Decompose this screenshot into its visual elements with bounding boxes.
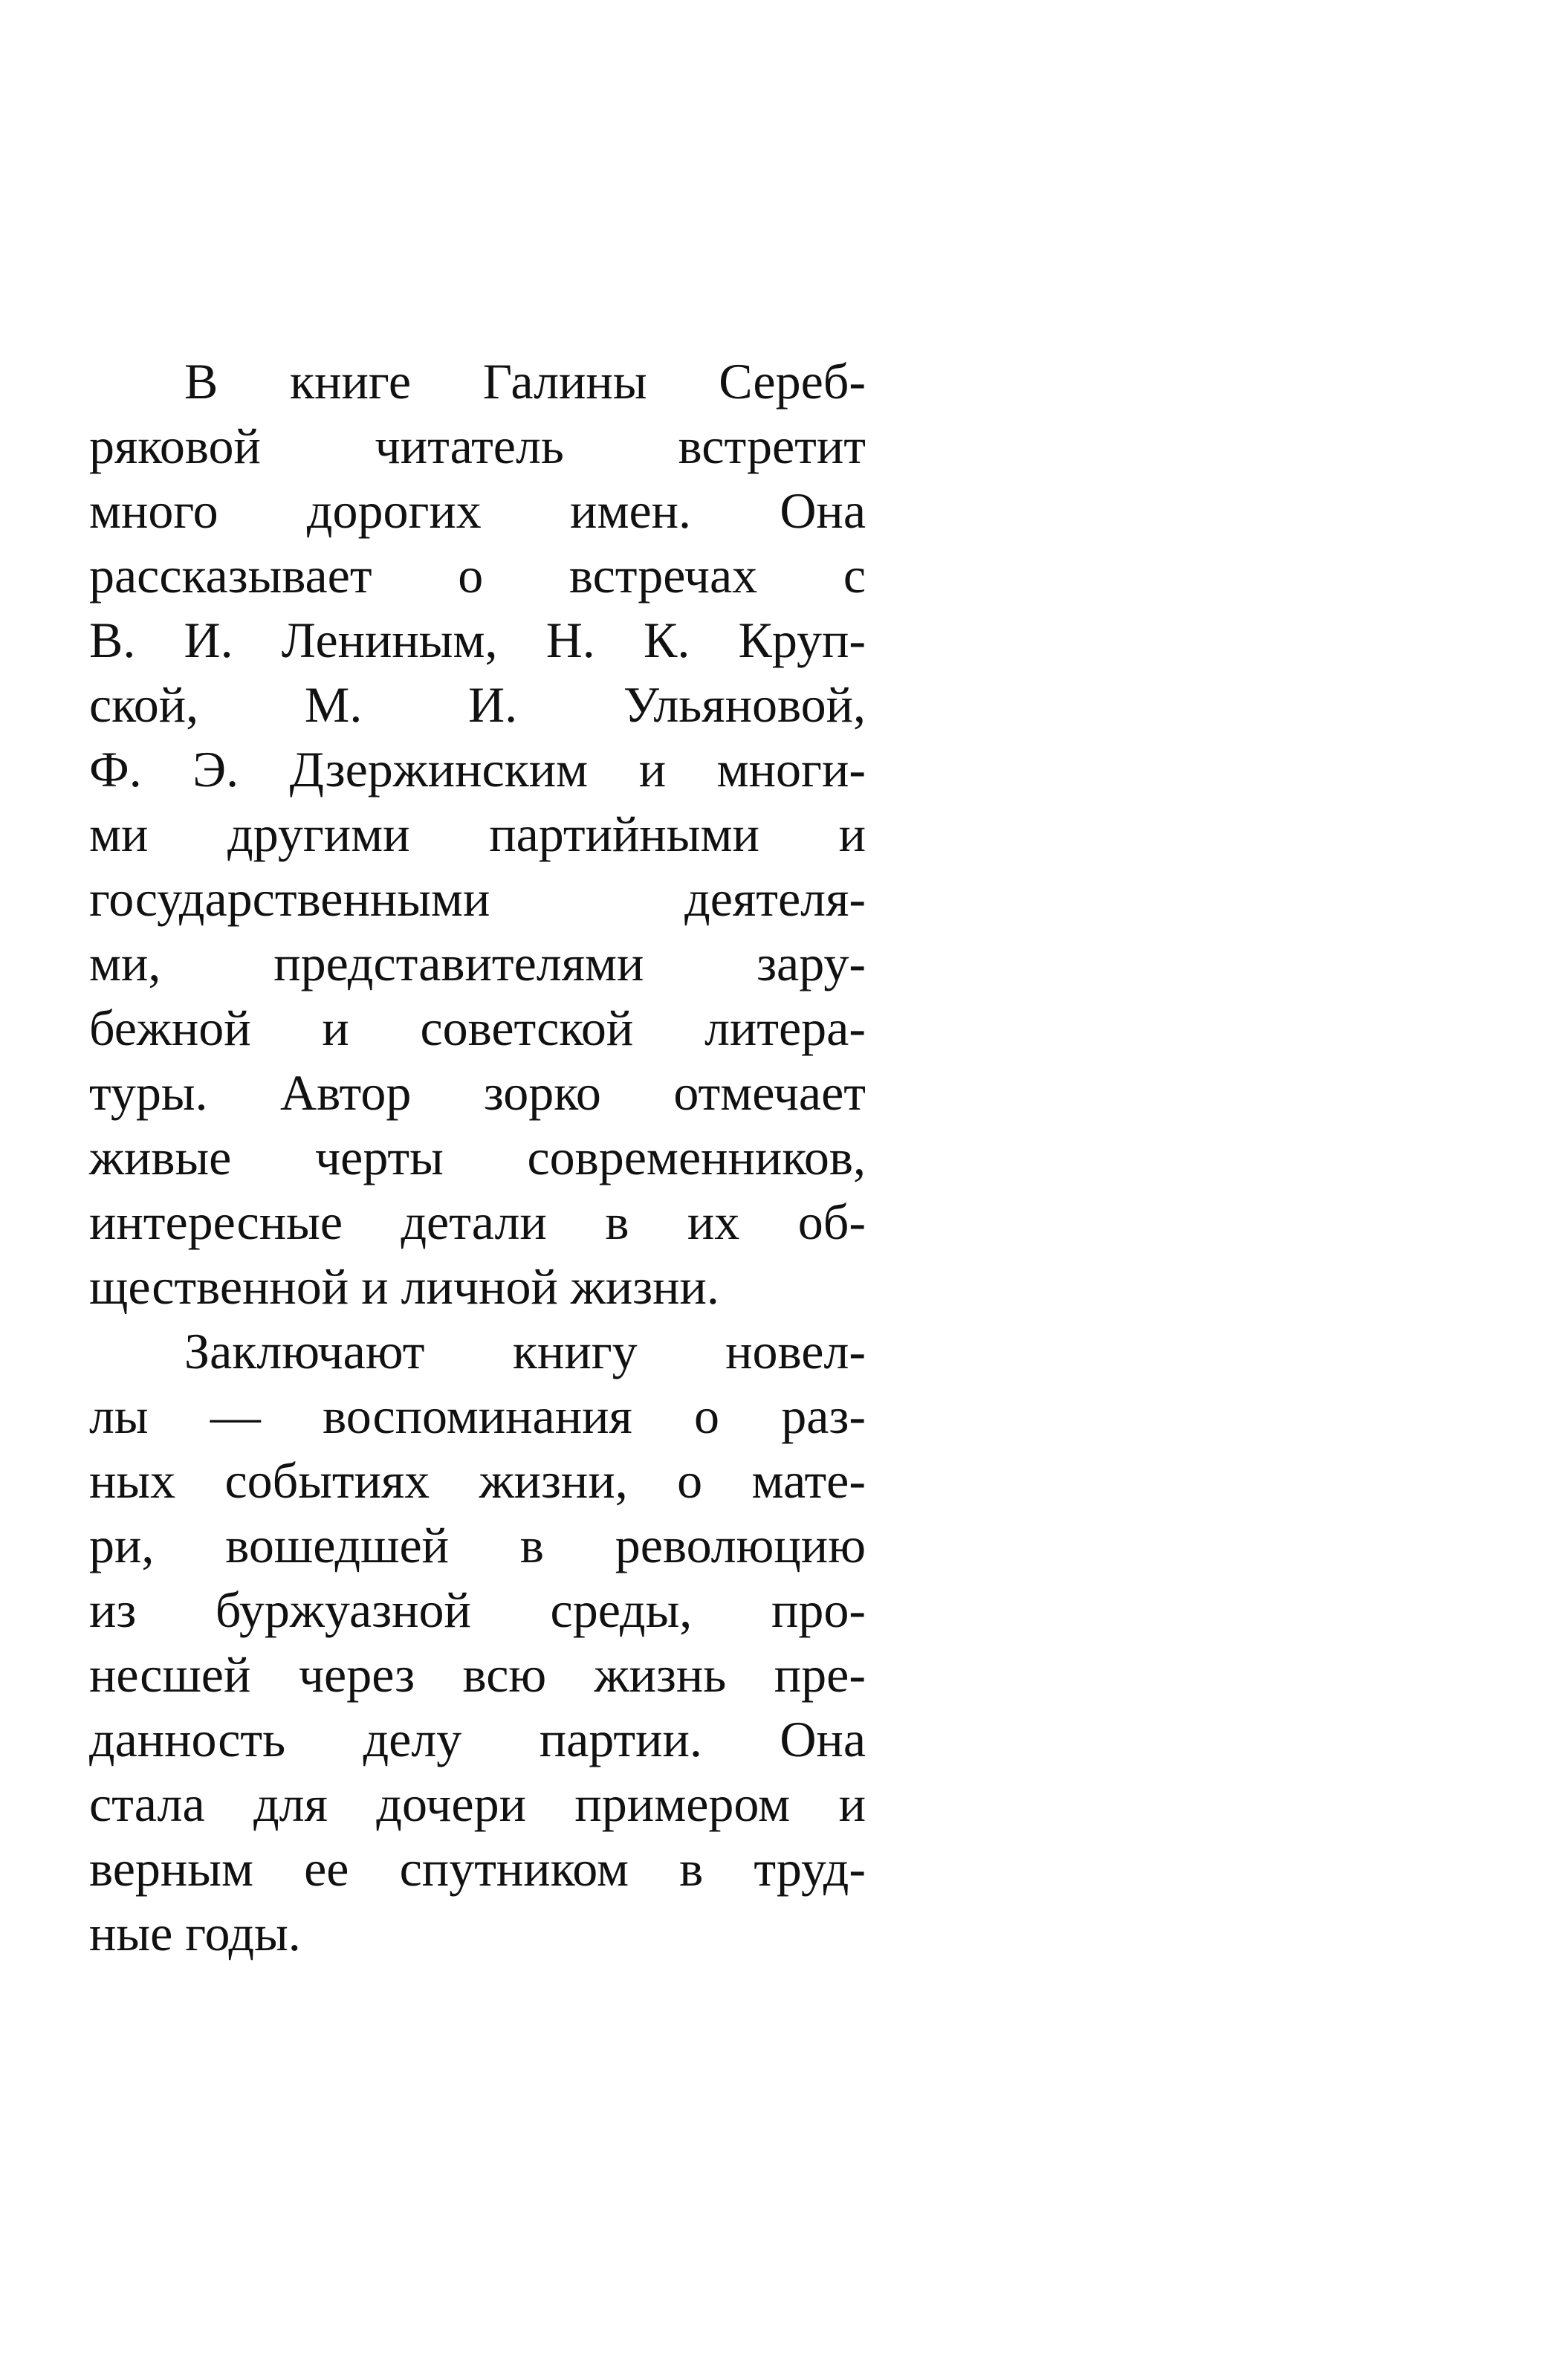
- text-line: ряковой читатель встретит: [89, 418, 866, 474]
- text-line: ри, вошедшей в революцию: [89, 1517, 866, 1573]
- text-line: государственными деятеля-: [89, 870, 866, 927]
- text-line: ных событиях жизни, о мате-: [89, 1452, 866, 1509]
- text-line: верным ее спутником в труд-: [89, 1840, 866, 1897]
- text-line: ми другими партийными и: [89, 806, 866, 862]
- text-line: рассказывает о встречах с: [89, 547, 866, 603]
- text-line: В. И. Лениным, Н. К. Круп-: [89, 612, 866, 668]
- text-line: из буржуазной среды, про-: [89, 1582, 866, 1638]
- text-line: ской, М. И. Ульяновой,: [89, 676, 866, 733]
- paragraph-2: [89, 1319, 866, 1966]
- paragraph-1: [89, 349, 866, 1319]
- text-line: много дорогих имен. Она: [89, 482, 866, 539]
- text-line: щественной и личной жизни.: [89, 1258, 719, 1315]
- text-line: ми, представителями зару-: [89, 935, 866, 991]
- text-line: лы — воспоминания о раз-: [89, 1388, 866, 1444]
- text-line: живые черты современников,: [89, 1129, 866, 1185]
- text-line: бежной и советской литера-: [89, 1000, 866, 1056]
- text-line: данность делу партии. Она: [89, 1711, 866, 1767]
- text-line: Заключают книгу новел-: [184, 1323, 866, 1379]
- text-line: несшей через всю жизнь пре-: [89, 1646, 866, 1703]
- text-line: туры. Автор зорко отмечает: [89, 1064, 866, 1121]
- text-line: В книге Галины Сереб-: [184, 353, 866, 410]
- text-line: Ф. Э. Дзержинским и многи-: [89, 741, 866, 797]
- annotation-text: [89, 349, 866, 1966]
- text-line: ные годы.: [89, 1905, 301, 1961]
- text-line: стала для дочери примером и: [89, 1776, 866, 1832]
- text-line: интересные детали в их об-: [89, 1194, 866, 1250]
